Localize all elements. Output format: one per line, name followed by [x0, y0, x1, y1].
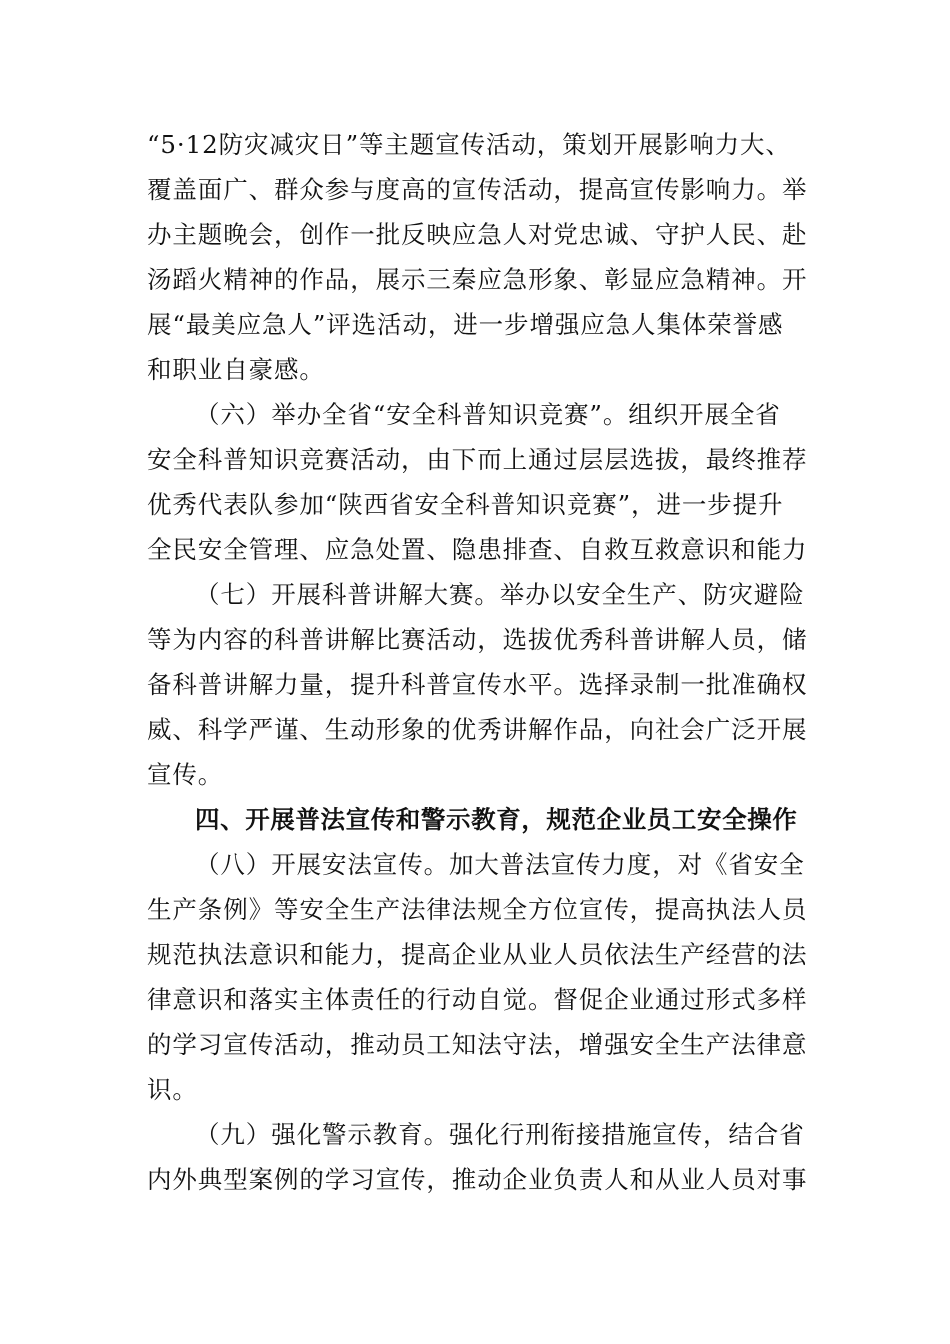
text-line: 优秀代表队参加“陕西省安全科普知识竞赛”，进一步提升	[147, 490, 784, 519]
paragraph-heading-9: （九）强化警示教育。强化行刑衔接措施宣传，结合省	[195, 1120, 805, 1149]
paragraph-heading-8: （八）开展安法宣传。加大普法宣传力度，对《省安全	[195, 850, 805, 879]
text-line: 安全科普知识竞赛活动，由下而上通过层层选拔，最终推荐	[147, 445, 808, 474]
text-line: 汤蹈火精神的作品，展示三秦应急形象、彰显应急精神。开	[147, 265, 808, 294]
text-line: 生产条例》等安全生产法律法规全方位宣传，提高执法人员	[147, 895, 808, 924]
text-line: 内外典型案例的学习宣传，推动企业负责人和从业人员对事	[147, 1165, 808, 1194]
text-line: 威、科学严谨、生动形象的优秀讲解作品，向社会广泛开展	[147, 715, 808, 744]
text-line: 展“最美应急人”评选活动，进一步增强应急人集体荣誉感	[147, 310, 784, 339]
text-line: 全民安全管理、应急处置、隐患排查、自救互救意识和能力	[147, 535, 808, 564]
text-line: 和职业自豪感。	[147, 355, 325, 384]
text-line: 备科普讲解力量，提升科普宣传水平。选择录制一批准确权	[147, 670, 808, 699]
text-line: 规范执法意识和能力，提高企业从业人员依法生产经营的法	[147, 940, 808, 969]
text-line: 宣传。	[147, 760, 224, 789]
text-line: 等为内容的科普讲解比赛活动，选拔优秀科普讲解人员，储	[147, 625, 808, 654]
text-line: 律意识和落实主体责任的行动自觉。督促企业通过形式多样	[147, 985, 808, 1014]
section-heading: 四、开展普法宣传和警示教育，规范企业员工安全操作	[195, 805, 798, 834]
text-line: 覆盖面广、群众参与度高的宣传活动，提高宣传影响力。举	[147, 175, 808, 204]
paragraph-heading-7: （七）开展科普讲解大赛。举办以安全生产、防灾避险	[195, 580, 805, 609]
text-line: 的学习宣传活动，推动员工知法守法，增强安全生产法律意	[147, 1030, 808, 1059]
text-line: 办主题晚会，创作一批反映应急人对党忠诚、守护人民、赴	[147, 220, 808, 249]
text-line: “5·12防灾减灾日”等主题宣传活动，策划开展影响力大、	[147, 130, 791, 159]
paragraph-heading-6: （六）举办全省“安全科普知识竞赛”。组织开展全省	[195, 400, 781, 429]
text-line: 识。	[147, 1075, 198, 1104]
